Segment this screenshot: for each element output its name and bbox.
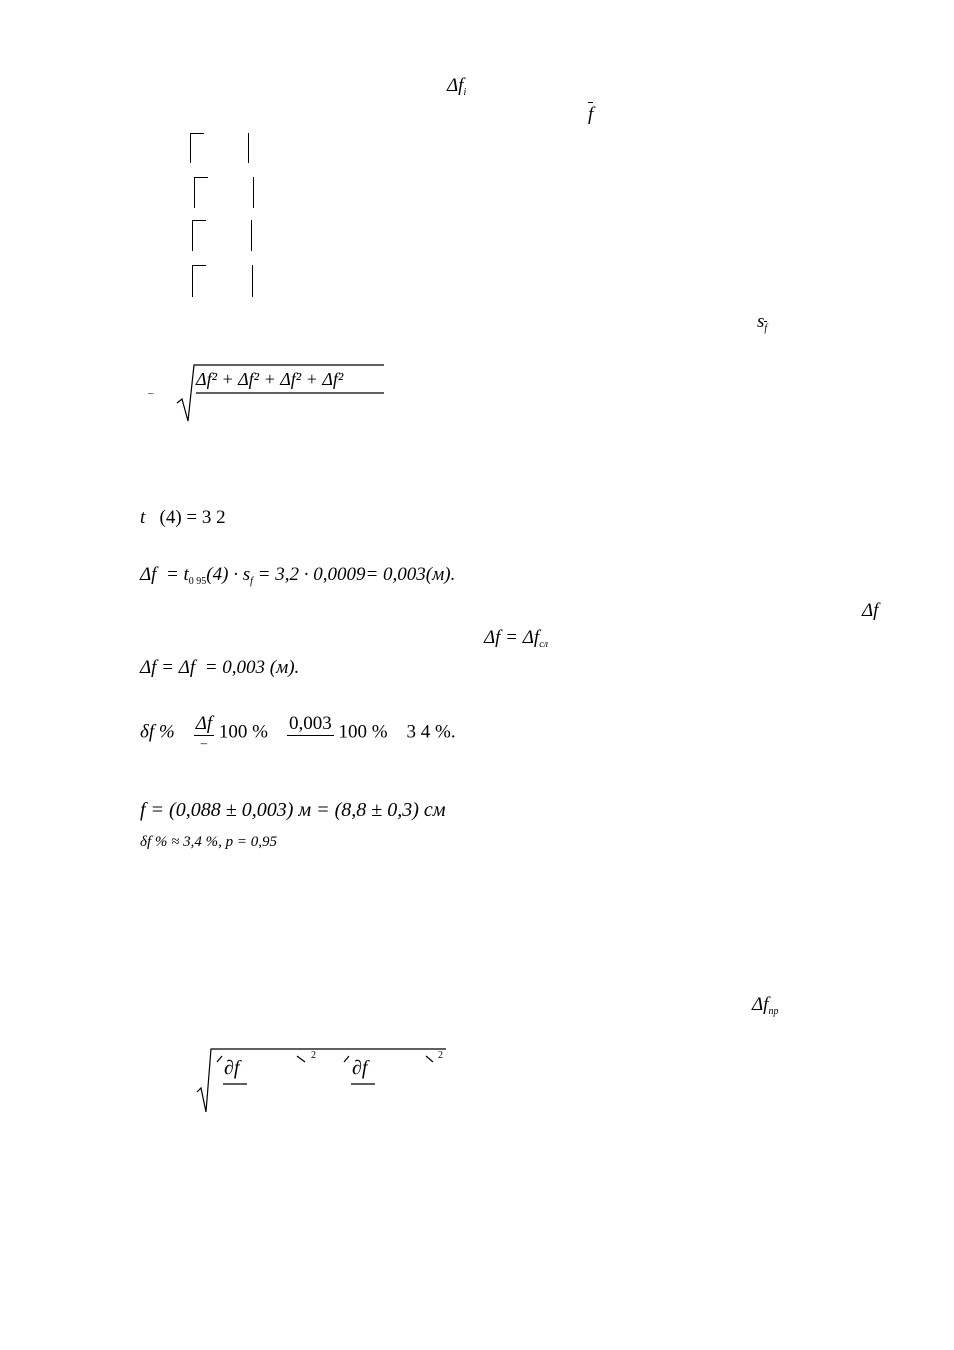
fraction-value: 0,003 [288,713,332,734]
delta-f-right-label: Δf [862,600,879,621]
minus-sign: – [148,387,154,399]
final-result-line1: f = (0,088 ± 0,003) м = (8,8 ± 0,3) см [140,799,446,821]
final-result-line2: δf % ≈ 3,4 %, p = 0,95 [140,834,277,850]
delta-f-i-label: $\Delta f_i$ [447,75,467,98]
partial-derivative-2: ∂f [352,1057,368,1079]
sqrt-radicand: Δf² + Δf² + Δf² + Δf² [196,369,344,389]
fraction-delta-f: $\frac{\Delta f}{-}$ [195,713,213,750]
delta-f-pr-label: $\Delta f_{пр}$ [752,994,779,1017]
s-fbar-label: $s_f$ [757,311,768,334]
exponent-2: 2 [438,1050,443,1061]
partial-derivative-1: ∂f [224,1057,240,1079]
random-error-formula: $\Delta f = t_{0 95}(4) \cdot s_f = 3,2 \cdot 0,0009= 0,003(м)$. [140,564,456,587]
total-error-value: Δf = Δf = 0,003 (м). [140,657,300,678]
relative-error-formula: δf % $\frac{\Delta f}{-}$ 100 % 0,003 100 % 3 4 %. [140,713,456,750]
exponent-1: 2 [311,1050,316,1061]
total-error-definition: $\Delta f = \Delta f_{сл}$ [484,627,548,650]
t-coefficient: t (4) = 3 2 [140,507,226,528]
f-bar-label: f [588,104,594,125]
